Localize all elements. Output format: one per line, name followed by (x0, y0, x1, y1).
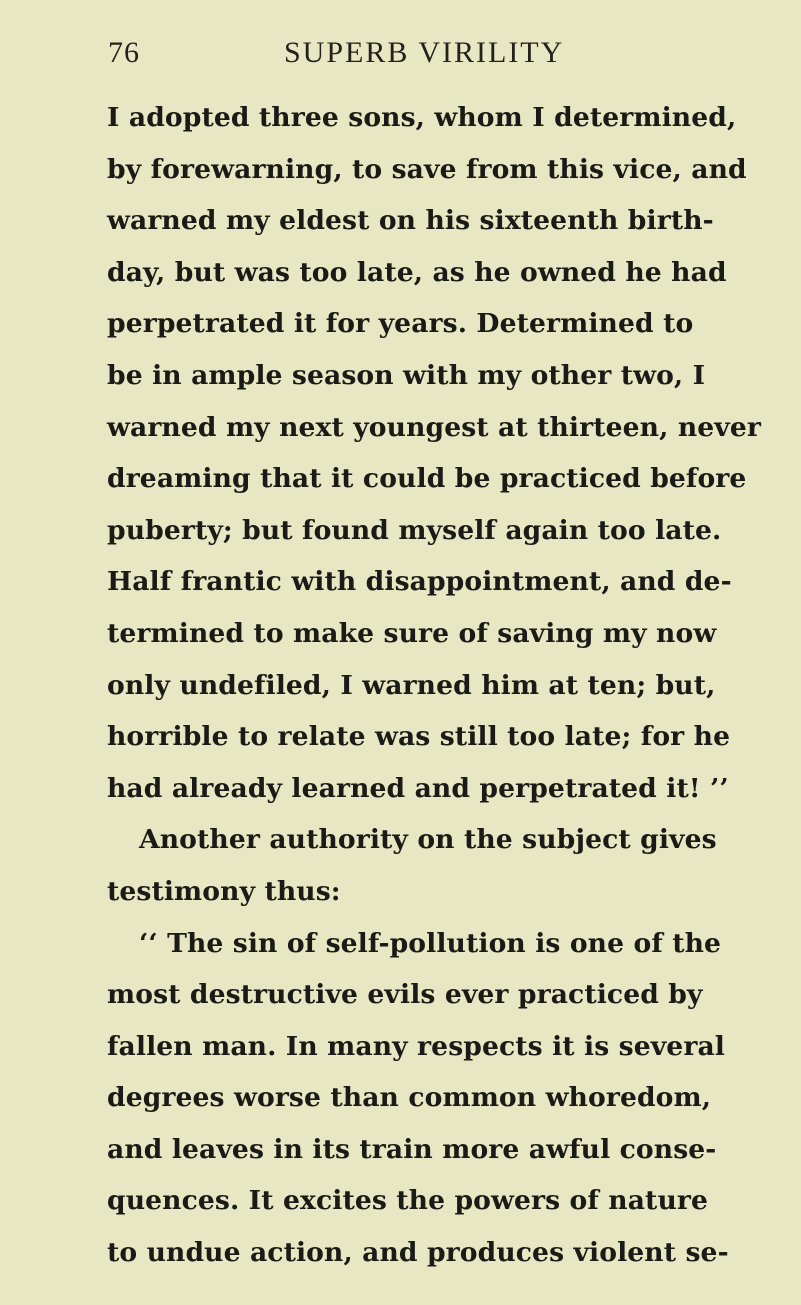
text-line: quences. It excites the powers of nature (107, 1185, 709, 1217)
text-line: puberty; but found myself again too late. (107, 514, 722, 546)
running-head (108, 36, 698, 76)
paragraph-start-line: Another authority on the subject gives (139, 824, 717, 856)
text-line: warned my eldest on his sixteenth birth- (107, 205, 714, 237)
text-line: by forewarning, to save from this vice, and (107, 153, 747, 185)
running-title: SUPERB VIRILITY (284, 36, 565, 69)
text-line: Half frantic with disappointment, and de- (107, 566, 732, 598)
text-line: to undue action, and produces violent se- (107, 1237, 729, 1269)
text-line: most destructive evils ever practiced by (107, 979, 703, 1011)
text-line: only undefiled, I warned him at ten; but, (107, 669, 716, 701)
paragraph-start-line: ‘‘ The sin of self-pollution is one of the (139, 927, 722, 959)
text-line: I adopted three sons, whom I determined, (107, 102, 737, 133)
text-line: degrees worse than common whoredom, (107, 1082, 712, 1114)
text-line: be in ample season with my other two, I (107, 359, 706, 391)
text-line: fallen man. In many respects it is several (107, 1030, 725, 1062)
text-line: had already learned and perpetrated it! ’’ (107, 772, 729, 804)
page-number: 76 (108, 36, 140, 69)
text-line: termined to make sure of saving my now (107, 617, 717, 649)
text-line: warned my next youngest at thirteen, never (107, 411, 761, 443)
body-text (107, 92, 761, 1279)
text-line: and leaves in its train more awful conse- (107, 1133, 717, 1165)
text-line: day, but was too late, as he owned he had (107, 256, 727, 288)
text-line: dreaming that it could be practiced before (107, 463, 747, 495)
text-line: perpetrated it for years. Determined to (107, 308, 694, 340)
text-line: testimony thus: (107, 875, 341, 907)
text-line: horrible to relate was still too late; for he (107, 721, 731, 753)
